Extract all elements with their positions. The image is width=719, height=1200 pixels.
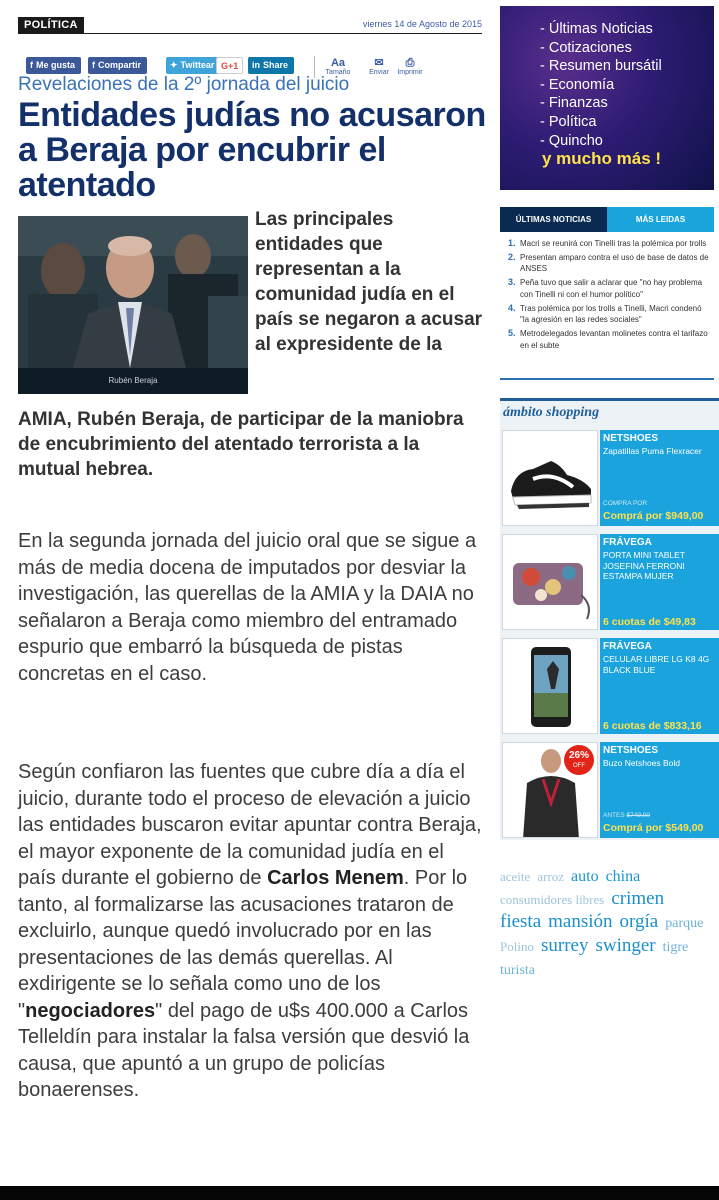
- promo-item: - Finanzas: [540, 95, 608, 112]
- emphasis-negociadores: negociadores: [25, 999, 156, 1022]
- tag-link[interactable]: surrey: [540, 935, 589, 956]
- twitter-button[interactable]: ✦ Twittear: [166, 57, 220, 74]
- facebook-share-button[interactable]: f Compartir: [88, 57, 147, 74]
- promo-item: - Economía: [540, 76, 615, 93]
- section-label[interactable]: POLÍTICA: [18, 17, 84, 33]
- shop-info: [600, 534, 719, 630]
- phone-image: [502, 638, 598, 734]
- tag-link[interactable]: tigre: [662, 940, 689, 955]
- shopping-widget: [500, 398, 719, 840]
- promo-list: [540, 20, 662, 150]
- tag-link[interactable]: crimen: [611, 888, 665, 909]
- article-photo[interactable]: [18, 216, 248, 394]
- shop-price[interactable]: Comprá por $949,00: [603, 510, 704, 522]
- news-item[interactable]: 1. Macri se reunirá con Tinelli tras la polémica por trolls: [508, 238, 707, 248]
- linkedin-button[interactable]: in Share: [248, 57, 294, 74]
- tag-cloud: [500, 866, 714, 982]
- envelope-icon: ✉: [374, 57, 384, 69]
- body-paragraph-1: En la segunda jornada del juicio oral que se sigue a más de media docena de imputados por desviar la investigación, las querellas de la AMIA y la DAIA no señalaron a Beraja como miembro del entramado espurio que embarró la búsqueda de pistas concretas en el caso.: [18, 530, 477, 685]
- news-item[interactable]: 2. Presentan amparo contra el uso de base de datos de ANSES: [508, 251, 709, 274]
- facebook-icon: f: [30, 60, 33, 70]
- gplus-button[interactable]: G+1: [216, 57, 243, 74]
- tablet-case-image: [502, 534, 598, 630]
- news-item[interactable]: 5. Metrodelegados levantan molinetes contra el tarifazo en el subte: [508, 328, 708, 350]
- tag-link[interactable]: mansión: [548, 911, 613, 932]
- news-tabs: [500, 207, 714, 232]
- beraja-photo-illustration: [18, 216, 248, 368]
- shop-brand: FRÁVEGA: [603, 641, 652, 652]
- shop-item[interactable]: [500, 428, 719, 526]
- shop-item[interactable]: [500, 636, 719, 734]
- promo-cta: y mucho más !: [542, 149, 662, 168]
- lead-paragraph-right: Las principales entidades que representan a la comunidad judía en el país se negaron a acusar al expresidente de la: [255, 209, 483, 355]
- tag-link[interactable]: aceite: [500, 869, 531, 884]
- news-list: [500, 232, 714, 351]
- tag-link[interactable]: china: [605, 868, 641, 885]
- font-size-icon: Aa: [330, 57, 346, 69]
- tab-most-read[interactable]: MÁS LEIDAS: [607, 207, 714, 232]
- link-carlos-menem: Carlos Menem: [267, 867, 404, 889]
- news-item[interactable]: 4. Tras polémica por los trolls a Tinelli, Macri condenó "la agresión en las redes sociales": [508, 302, 702, 325]
- promo-item: - Política: [540, 113, 597, 130]
- article-headline: Entidades judías no acusaron a Beraja por encubrir el atentado: [18, 96, 486, 204]
- tag-link[interactable]: parque: [665, 916, 704, 931]
- promo-item: - Cotizaciones: [540, 39, 632, 56]
- tag-link[interactable]: Polino: [500, 939, 534, 954]
- shop-brand: NETSHOES: [603, 745, 659, 756]
- tag-link[interactable]: fiesta: [500, 911, 542, 932]
- shop-item[interactable]: [500, 532, 719, 630]
- shop-product-name: Zapatillas Puma Flexracer: [603, 446, 702, 456]
- article-topbar: [18, 17, 482, 34]
- print-tool[interactable]: ⎙ Imprimir: [394, 58, 426, 76]
- tab-latest-news[interactable]: ÚLTIMAS NOTICIAS: [500, 207, 607, 232]
- body-paragraph-2: Según confiaron las fuentes que cubre día a día el juicio, durante todo el proceso de elevación a juicio las entidades buscaron evitar apuntar contra Beraja, el mayor exponente de la comunidad judía en el país durante el gobierno de Carlos Menem. Por lo tanto, al formalizarse las acusaciones trataron de excluirlo, aunque quedó involucrado por en las presentaciones de las demás querellas. Al exdirigente se lo señala como uno de los "negociadores" del pago de u$s 400.000 a Carlos Telleldín para instalar la falsa versión que desvió la causa, que apuntó a un grupo de policías bonaerenses.: [18, 761, 482, 1101]
- promo-banner[interactable]: [500, 6, 714, 190]
- tag-link[interactable]: turista: [500, 963, 535, 978]
- photo-caption: Rubén Beraja: [18, 368, 248, 394]
- shop-price[interactable]: 6 cuotas de $833,16: [603, 720, 702, 732]
- tag-link[interactable]: swinger: [595, 935, 656, 956]
- facebook-like-button[interactable]: f Me gusta: [26, 57, 81, 74]
- shop-item[interactable]: [500, 740, 719, 838]
- twitter-bird-icon: ✦: [170, 60, 178, 70]
- shop-info: [600, 430, 719, 526]
- shopping-title: ámbito shopping: [503, 405, 600, 420]
- font-size-tool[interactable]: Aa Tamaño: [322, 58, 354, 76]
- sneaker-image: [502, 430, 598, 526]
- tag-link[interactable]: consumidores libres: [500, 892, 605, 907]
- article-date: viernes 14 de Agosto de 2015: [362, 19, 482, 29]
- shop-price[interactable]: 6 cuotas de $49,83: [603, 616, 696, 628]
- facebook-icon: f: [92, 60, 95, 70]
- shop-price[interactable]: Comprá por $549,00: [603, 822, 704, 834]
- shop-product-name: CELULAR LIBRE LG K8 4G BLACK BLUE: [603, 654, 710, 675]
- promo-item: - Quincho: [540, 132, 603, 149]
- tag-link[interactable]: arroz: [537, 869, 565, 884]
- shop-product-name: PORTA MINI TABLET JOSEFINA FERRONI ESTAMPA MUJER: [603, 550, 685, 581]
- shop-old-price: ANTES $749,00: [603, 812, 650, 819]
- tag-link[interactable]: orgía: [619, 911, 659, 932]
- discount-badge: 26% OFF: [564, 745, 594, 775]
- printer-icon: ⎙: [405, 57, 415, 69]
- shop-info: [600, 742, 719, 838]
- linkedin-icon: in: [252, 60, 260, 70]
- article: [18, 17, 486, 1101]
- shop-info: [600, 638, 719, 734]
- promo-item: - Últimas Noticias: [540, 21, 653, 37]
- shop-pre-label: COMPRA POR: [603, 500, 648, 507]
- tag-link[interactable]: auto: [571, 868, 599, 885]
- send-tool[interactable]: ✉ Enviar: [363, 58, 395, 76]
- news-item[interactable]: 3. Peña tuvo que salir a aclarar que "no hay problema con Tinelli ni con el humor político": [508, 277, 703, 299]
- shop-brand: FRÁVEGA: [603, 537, 652, 548]
- shop-product-name: Buzo Netshoes Bold: [603, 758, 681, 768]
- news-widget: [500, 207, 714, 380]
- promo-item: - Resumen bursátil: [540, 58, 662, 75]
- hoodie-image: [502, 742, 598, 838]
- shop-brand: NETSHOES: [603, 433, 659, 444]
- lead-paragraph-below: AMIA, Rubén Beraja, de participar de la maniobra de encubrimiento del atentado terrorista a la mutual hebrea.: [18, 409, 464, 480]
- article-subtitle: Revelaciones de la 2º jornada del juicio: [18, 74, 350, 95]
- bottom-bar: [0, 1186, 719, 1200]
